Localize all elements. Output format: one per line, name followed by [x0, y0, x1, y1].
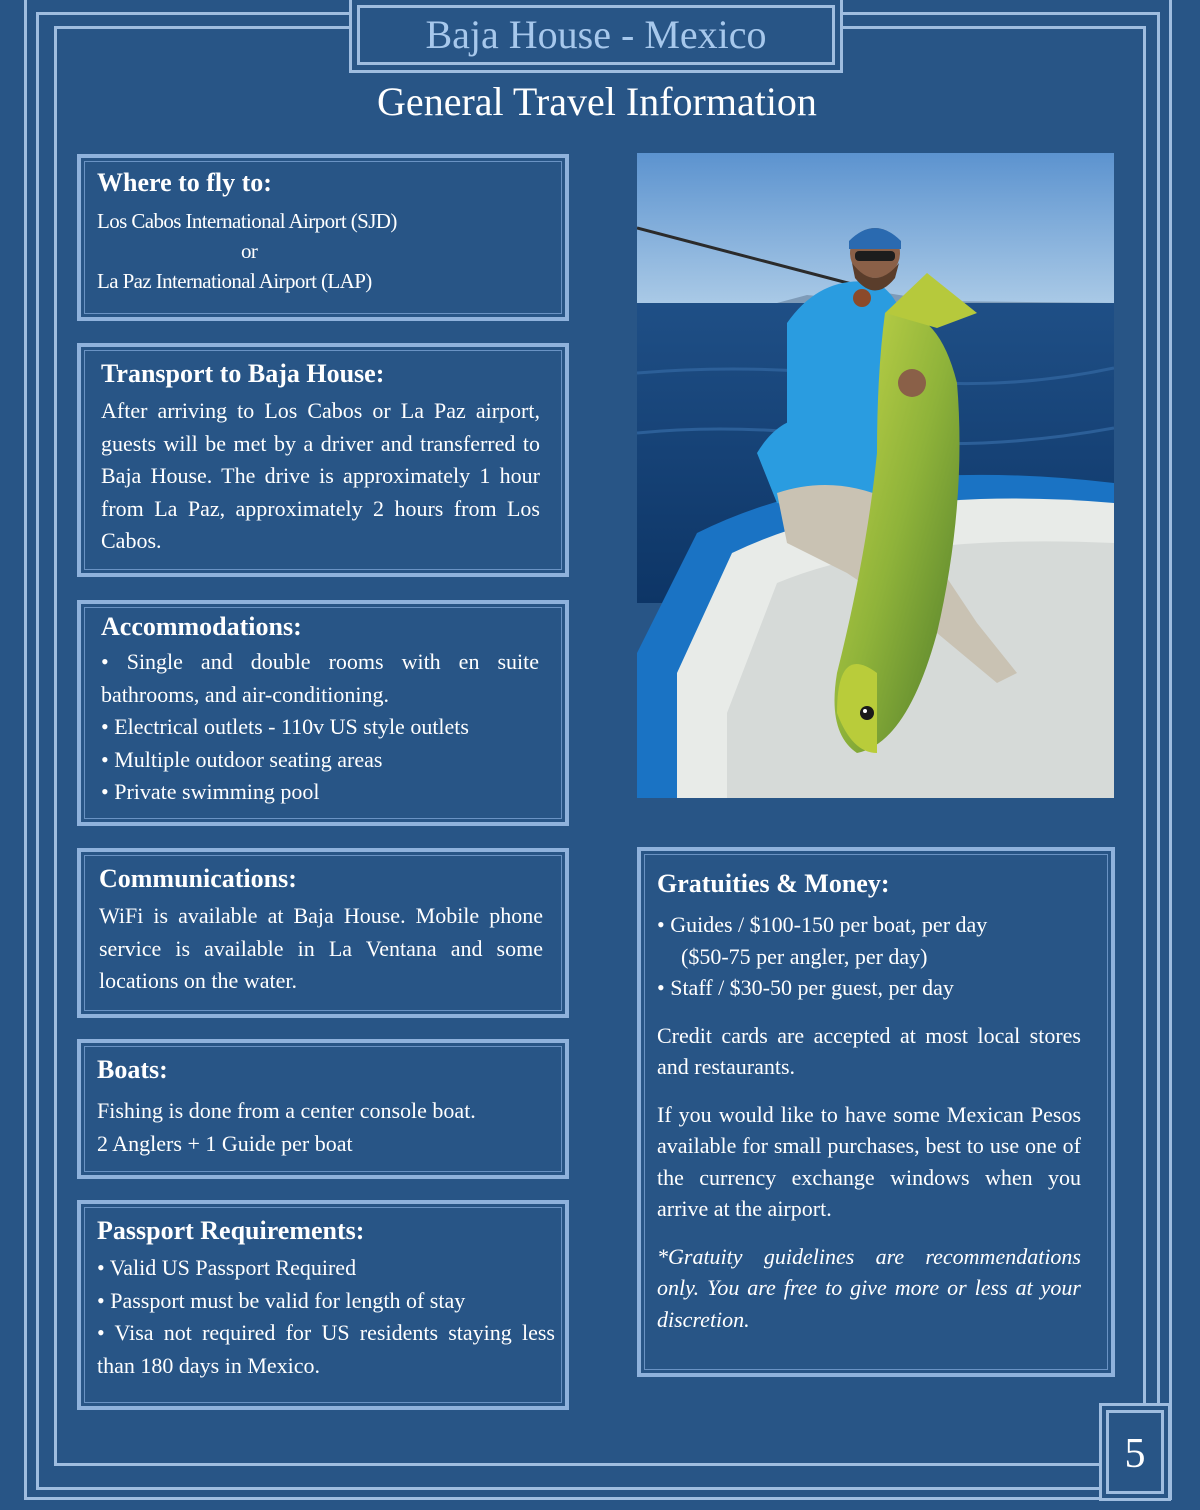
airport-lap: La Paz International Airport (LAP)	[97, 269, 372, 293]
list-item: • Single and double rooms with en suite bathrooms, and air-conditioning.	[101, 649, 539, 707]
list-item: • Valid US Passport Required	[97, 1255, 357, 1280]
gratuity-guides-per-angler: ($50-75 per angler, per day)	[681, 943, 928, 969]
page-number: 5	[1106, 1410, 1164, 1494]
passport-title: Passport Requirements:	[97, 1216, 365, 1245]
boats-line-1: Fishing is done from a center console boat.	[97, 1098, 476, 1123]
where-to-fly-text	[97, 206, 549, 296]
boats-line-2: 2 Anglers + 1 Guide per boat	[97, 1130, 353, 1156]
boats-section	[77, 1039, 569, 1179]
boats-text	[97, 1095, 543, 1160]
accommodations-list	[101, 646, 539, 809]
transport-paragraph: After arriving to Los Cabos or La Paz airport, guests will be met by a driver and transferred to Baja House. The drive is approximately 1 hour from La Paz, approximately 2 hours from Los Cabos.	[101, 398, 540, 553]
accommodations-title: Accommodations:	[101, 612, 302, 641]
pesos-note: If you would like to have some Mexican Pesos available for small purchases, best to use one of the currency exchange windows when you arrive at the airport.	[657, 1101, 1081, 1221]
gratuities-title: Gratuities & Money:	[657, 869, 890, 898]
fishing-photo	[637, 153, 1114, 798]
passport-list	[97, 1252, 555, 1382]
gratuity-staff: • Staff / $30-50 per guest, per day	[657, 975, 954, 1000]
document-title: Baja House - Mexico	[357, 5, 835, 65]
communications-title: Communications:	[99, 864, 297, 893]
transport-title: Transport to Baja House:	[101, 359, 385, 388]
accommodations-section	[77, 600, 569, 826]
list-item: • Passport must be valid for length of stay	[97, 1287, 466, 1313]
transport-section	[77, 343, 569, 577]
credit-cards-note: Credit cards are accepted at most local stores and restaurants.	[657, 1022, 1081, 1079]
list-item: • Private swimming pool	[101, 779, 320, 804]
transport-text	[101, 395, 540, 558]
where-to-fly-section	[77, 154, 569, 321]
passport-section	[77, 1200, 569, 1410]
list-item: • Multiple outdoor seating areas	[101, 746, 383, 772]
communications-paragraph: WiFi is available at Baja House. Mobile phone service is available in La Ventana and some locations on the water.	[99, 903, 543, 993]
gratuities-section	[637, 847, 1115, 1377]
communications-text	[99, 900, 543, 998]
gratuity-disclaimer: *Gratuity guidelines are recommendations only. You are free to give more or less at your discretion.	[657, 1243, 1081, 1332]
airport-or: or	[241, 239, 258, 263]
page-heading: General Travel Information	[377, 79, 817, 124]
gratuities-text	[657, 909, 1081, 1335]
airport-sjd: Los Cabos International Airport (SJD)	[97, 209, 397, 233]
where-to-fly-title: Where to fly to:	[97, 168, 272, 197]
list-item: • Visa not required for US residents staying less than 180 days in Mexico.	[97, 1320, 555, 1378]
boats-title: Boats:	[97, 1055, 168, 1084]
communications-section	[77, 848, 569, 1018]
list-item: • Electrical outlets - 110v US style outlets	[101, 714, 469, 739]
gratuity-guides: • Guides / $100-150 per boat, per day	[657, 912, 988, 937]
